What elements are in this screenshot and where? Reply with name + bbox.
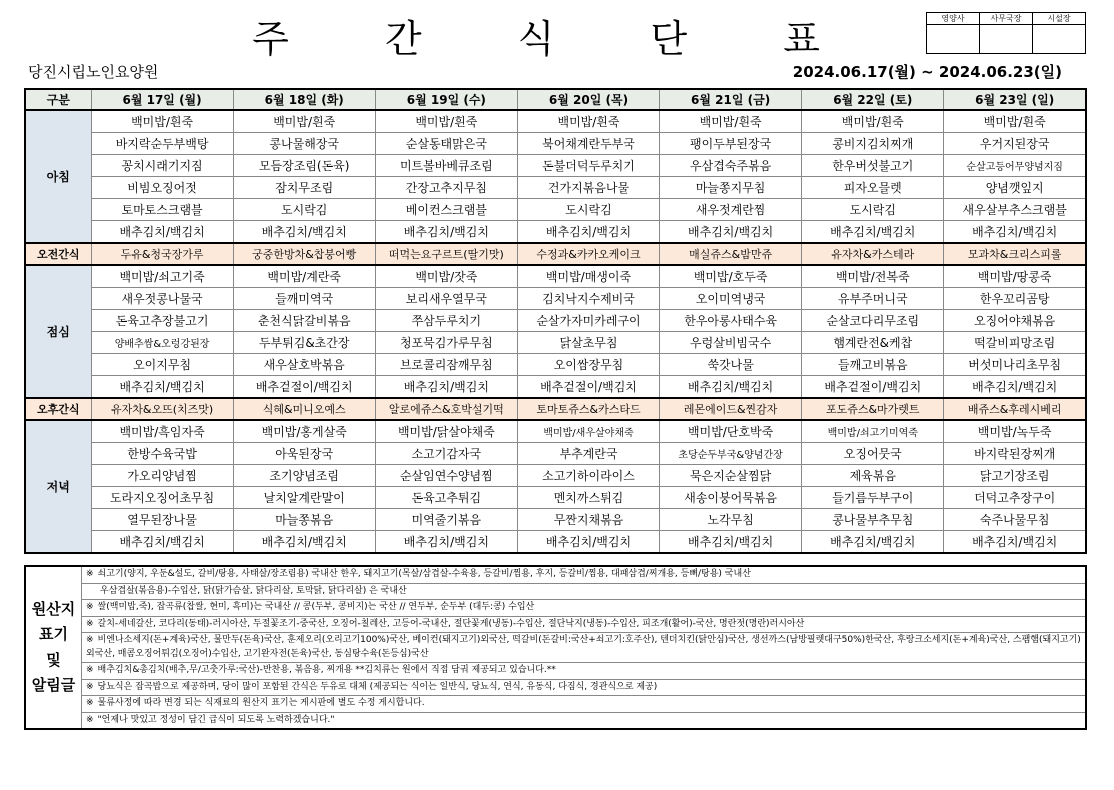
menu-cell: 버섯미나리초무침 xyxy=(944,354,1086,376)
note-mark: ※ xyxy=(86,635,94,645)
note-mark: ※ xyxy=(86,618,94,629)
menu-cell: 배추겉절이/백김치 xyxy=(802,376,944,399)
menu-cell: 건가지볶음나물 xyxy=(517,177,659,199)
note-row xyxy=(25,679,1086,696)
day-header: 6월 18일 (화) xyxy=(233,89,375,110)
snack-cell: 유자차&카스테라 xyxy=(802,243,944,265)
snack-cell: 두유&청국장가루 xyxy=(91,243,233,265)
note-mark: ※ xyxy=(86,665,94,675)
menu-cell: 백미밥/닭살야채죽 xyxy=(375,420,517,443)
menu-cell: 배추겉절이/백김치 xyxy=(517,376,659,399)
menu-cell: 순살고등어무양념지짐 xyxy=(944,155,1086,177)
lunch-label: 점심 xyxy=(25,265,91,398)
note-cell xyxy=(82,600,1087,617)
am_snack-row xyxy=(25,243,1086,265)
menu-cell: 백미밥/잣죽 xyxy=(375,265,517,288)
menu-cell: 모듬장조림(돈육) xyxy=(233,155,375,177)
dinner-row xyxy=(25,465,1086,487)
note-row xyxy=(25,616,1086,633)
menu-cell: 떡갈비피망조림 xyxy=(944,332,1086,354)
approval-head: 시설장 xyxy=(1033,13,1086,25)
menu-cell: 배추김치/백김치 xyxy=(375,376,517,399)
menu-cell: 배추김치/백김치 xyxy=(660,531,802,554)
menu-cell: 배추김치/백김치 xyxy=(517,531,659,554)
note-cell xyxy=(82,679,1087,696)
menu-cell: 백미밥/흰죽 xyxy=(375,110,517,133)
note-row xyxy=(25,696,1086,713)
menu-cell: 배추김치/백김치 xyxy=(91,531,233,554)
snack-cell: 수정과&카카오케이크 xyxy=(517,243,659,265)
menu-cell: 숙주나물무침 xyxy=(944,509,1086,531)
menu-period: 2024.06.17(월) ~ 2024.06.23(일) xyxy=(792,63,1062,81)
menu-cell: 양념깻잎지 xyxy=(944,177,1086,199)
menu-cell: 순살임연수양념찜 xyxy=(375,465,517,487)
day-header: 6월 17일 (월) xyxy=(91,89,233,110)
menu-cell: 백미밥/쇠고기죽 xyxy=(91,265,233,288)
approval-box xyxy=(926,12,1086,54)
note-text: 우삼겹살(볶음용)-수입산, 닭(닭가슴살, 닭다리살, 토막닭, 닭다리살) 은 국내산 xyxy=(100,585,407,596)
pm_snack-row xyxy=(25,398,1086,420)
menu-cell: 백미밥/홍게살죽 xyxy=(233,420,375,443)
menu-cell: 도시락김 xyxy=(802,199,944,221)
snack-cell: 유자차&오뜨(치즈맛) xyxy=(91,398,233,420)
menu-cell: 꽁치시래기지짐 xyxy=(91,155,233,177)
menu-cell: 닭살초무침 xyxy=(517,332,659,354)
menu-cell: 순살코다리무조림 xyxy=(802,310,944,332)
approval-director: 사무국장 xyxy=(980,13,1033,25)
note-text: 물류사정에 따라 변경 되는 식재료의 원산지 표기는 게시판에 별도 수정 게시합니다. xyxy=(97,698,425,708)
day-header: 6월 19일 (수) xyxy=(375,89,517,110)
menu-cell: 배추김치/백김치 xyxy=(375,221,517,244)
note-cell xyxy=(82,583,1087,600)
menu-cell: 청포묵김가루무침 xyxy=(375,332,517,354)
menu-cell: 비빔오징어젓 xyxy=(91,177,233,199)
menu-cell: 들기름두부구이 xyxy=(802,487,944,509)
menu-cell: 백미밥/흑임자죽 xyxy=(91,420,233,443)
lunch-row xyxy=(25,376,1086,399)
menu-cell: 유부주머니국 xyxy=(802,288,944,310)
menu-cell: 백미밥/흰죽 xyxy=(802,110,944,133)
menu-cell: 콩나물부추무침 xyxy=(802,509,944,531)
menu-cell: 우거지된장국 xyxy=(944,133,1086,155)
menu-cell: 조기양념조림 xyxy=(233,465,375,487)
menu-cell: 묵은지순살찜닭 xyxy=(660,465,802,487)
menu-cell: 백미밥/호두죽 xyxy=(660,265,802,288)
menu-cell: 쑥갓나물 xyxy=(660,354,802,376)
menu-cell: 오징어야채볶음 xyxy=(944,310,1086,332)
menu-cell: 들깨고비볶음 xyxy=(802,354,944,376)
menu-cell: 배추김치/백김치 xyxy=(944,376,1086,399)
menu-body xyxy=(25,110,1086,553)
menu-cell: 팽이두부된장국 xyxy=(660,133,802,155)
menu-cell: 우렁살비빔국수 xyxy=(660,332,802,354)
menu-cell: 멘치까스튀김 xyxy=(517,487,659,509)
menu-cell: 한우버섯불고기 xyxy=(802,155,944,177)
menu-cell: 우삼겹숙주볶음 xyxy=(660,155,802,177)
menu-cell: 토마토스크램블 xyxy=(91,199,233,221)
dinner-row xyxy=(25,420,1086,443)
menu-cell: 김치낙지수제비국 xyxy=(517,288,659,310)
menu-cell: 춘천식닭갈비볶음 xyxy=(233,310,375,332)
page-title: 주 간 식 단 표 xyxy=(252,17,862,61)
menu-cell: 순살동태맑은국 xyxy=(375,133,517,155)
note-cell xyxy=(82,616,1087,633)
menu-cell: 도시락김 xyxy=(233,199,375,221)
breakfast-row xyxy=(25,199,1086,221)
note-row xyxy=(25,663,1086,680)
note-text: 당뇨식은 잡곡밥으로 제공하며, 당이 많이 포함된 간식은 두유로 대체 (제공되는 식이는 일반식, 당뇨식, 연식, 유동식, 다짐식, 경관식으로 제공) xyxy=(97,681,658,692)
menu-cell: 백미밥/흰죽 xyxy=(660,110,802,133)
snack-cell: 떠먹는요구르트(딸기맛) xyxy=(375,243,517,265)
note-row xyxy=(25,566,1086,583)
menu-cell: 백미밥/계란죽 xyxy=(233,265,375,288)
approval-sign-box xyxy=(1033,25,1086,54)
notes-table xyxy=(24,565,1087,730)
menu-cell: 바지락순두부백탕 xyxy=(91,133,233,155)
notes-side-label xyxy=(25,566,82,729)
menu-cell: 마늘쫑볶음 xyxy=(233,509,375,531)
dinner-row xyxy=(25,443,1086,465)
menu-cell: 배추김치/백김치 xyxy=(660,221,802,244)
menu-cell: 북어채계란두부국 xyxy=(517,133,659,155)
menu-cell: 잠치무조림 xyxy=(233,177,375,199)
notes-side-label-line: 및 xyxy=(46,650,61,669)
snack-cell: 궁중한방차&찹붕어빵 xyxy=(233,243,375,265)
menu-cell: 백미밥/매생이죽 xyxy=(517,265,659,288)
notes-side-label-line: 원산지 xyxy=(31,599,76,618)
snack-cell: 배쥬스&후레시베리 xyxy=(944,398,1086,420)
note-text: 갈치-세네갈산, 코다리(동태)-러시아산, 두절꽃조기-중국산, 오징어-칠레산, 고등어-국내산, 절단꽃게(냉동)-수입산, 절단낙지(냉동)-수입산, 피조개(활어)-국산, 명란젓(명란)러시아산 xyxy=(97,618,805,629)
note-cell xyxy=(82,663,1087,680)
menu-cell: 백미밥/흰죽 xyxy=(91,110,233,133)
notes-body xyxy=(25,566,1086,729)
day-header: 6월 20일 (목) xyxy=(517,89,659,110)
note-mark: ※ xyxy=(86,714,94,725)
menu-cell: 백미밥/흰죽 xyxy=(517,110,659,133)
note-cell xyxy=(82,712,1087,729)
breakfast-row xyxy=(25,177,1086,199)
menu-cell: 돈육고추장불고기 xyxy=(91,310,233,332)
breakfast-row xyxy=(25,110,1086,133)
breakfast-row xyxy=(25,221,1086,244)
menu-cell: 간장고추지무침 xyxy=(375,177,517,199)
snack-cell: 레몬에이드&찐감자 xyxy=(660,398,802,420)
menu-cell: 햄계란전&케찹 xyxy=(802,332,944,354)
note-mark: ※ xyxy=(86,602,94,612)
lunch-row xyxy=(25,310,1086,332)
menu-cell: 배추김치/백김치 xyxy=(802,221,944,244)
menu-cell: 마늘쫑지무침 xyxy=(660,177,802,199)
menu-cell: 배추겉절이/백김치 xyxy=(233,376,375,399)
note-text: 비엔나소세지(돈+계육)국산, 물만두(돈육)국산, 훈제오리(오리고기100%)국산, 베이컨(돼지고기)외국산, 떡갈비(돈갈비:국산+쇠고기:호주산), 텐더치킨(닭안심)국산, 생선까스(남방필렛대구50%)한국산, 후랑크소세지(돈+계육)국산, 스팸햄(돼지고기)외국산, 매콤오징어튀김(오징어)수입산, 고기완자전(돈육)국산, 동심탕수육(돈등심)국산 xyxy=(86,635,1081,659)
note-row xyxy=(25,633,1086,663)
menu-cell: 제육볶음 xyxy=(802,465,944,487)
menu-cell: 소고기감자국 xyxy=(375,443,517,465)
day-header: 6월 21일 (금) xyxy=(660,89,802,110)
menu-cell: 도시락김 xyxy=(517,199,659,221)
menu-cell: 배추김치/백김치 xyxy=(517,221,659,244)
dinner-row xyxy=(25,531,1086,554)
menu-cell: 피자오믈렛 xyxy=(802,177,944,199)
menu-cell: 오징어뭇국 xyxy=(802,443,944,465)
note-cell xyxy=(82,696,1087,713)
dinner-row xyxy=(25,509,1086,531)
menu-cell: 배추김치/백김치 xyxy=(660,376,802,399)
breakfast-label: 아침 xyxy=(25,110,91,243)
menu-cell: 오이미역냉국 xyxy=(660,288,802,310)
menu-cell: 닭고기장조림 xyxy=(944,465,1086,487)
breakfast-row xyxy=(25,155,1086,177)
menu-cell: 백미밥/쇠고기미역죽 xyxy=(802,420,944,443)
menu-cell: 열무된장나물 xyxy=(91,509,233,531)
menu-cell: 배추김치/백김치 xyxy=(802,531,944,554)
menu-cell: 가오리양념찜 xyxy=(91,465,233,487)
organization-name: 당진시립노인요양원 xyxy=(28,63,159,81)
breakfast-row xyxy=(25,133,1086,155)
menu-cell: 백미밥/녹두죽 xyxy=(944,420,1086,443)
approval-sign-box xyxy=(927,25,980,54)
note-text: 배추김치&총김치(배추,무/고춧가루:국산)-반찬용, 볶음용, 찌개용 **김치류는 원에서 직접 담궈 제공되고 있습니다.** xyxy=(97,665,556,675)
snack-cell: 모과차&크리스피롤 xyxy=(944,243,1086,265)
weekly-menu-table xyxy=(24,88,1087,554)
lunch-row xyxy=(25,332,1086,354)
menu-cell: 돈불더덕두루치기 xyxy=(517,155,659,177)
menu-cell: 콩나물해장국 xyxy=(233,133,375,155)
menu-cell: 들깨미역국 xyxy=(233,288,375,310)
menu-cell: 배추김치/백김치 xyxy=(233,221,375,244)
menu-cell: 새우살부추스크램블 xyxy=(944,199,1086,221)
menu-cell: 날치알계란말이 xyxy=(233,487,375,509)
menu-cell: 오이지무침 xyxy=(91,354,233,376)
menu-cell: 콩비지김치찌개 xyxy=(802,133,944,155)
menu-cell: 부추계란국 xyxy=(517,443,659,465)
dinner-row xyxy=(25,487,1086,509)
menu-cell: 양배추쌈&오렁강된장 xyxy=(91,332,233,354)
menu-cell: 아욱된장국 xyxy=(233,443,375,465)
menu-cell: 한우아롱사태수육 xyxy=(660,310,802,332)
menu-cell: 순살가자미카레구이 xyxy=(517,310,659,332)
menu-cell: 베이컨스크램블 xyxy=(375,199,517,221)
menu-cell: 노각무침 xyxy=(660,509,802,531)
note-row xyxy=(25,600,1086,617)
menu-cell: 바지락된장찌개 xyxy=(944,443,1086,465)
menu-cell: 오이쌈장무침 xyxy=(517,354,659,376)
snack-cell: 매실쥬스&밤만쥬 xyxy=(660,243,802,265)
snack-cell: 토마토쥬스&카스타드 xyxy=(517,398,659,420)
note-mark: ※ xyxy=(86,681,94,692)
menu-cell: 돈육고추튀김 xyxy=(375,487,517,509)
menu-cell: 무짠지채볶음 xyxy=(517,509,659,531)
approval-sign-box xyxy=(980,25,1033,54)
lunch-row xyxy=(25,354,1086,376)
note-text: 쌀(백미밥,죽), 잡곡류(찹쌀, 현미, 흑미)는 국내산 // 콩(두부, 콩비지)는 국산 // 연두부, 순두부 (대두:콩) 수입산 xyxy=(97,602,535,612)
menu-cell: 새우살호박볶음 xyxy=(233,354,375,376)
menu-cell: 백미밥/새우살야채죽 xyxy=(517,420,659,443)
day-header: 6월 22일 (토) xyxy=(802,89,944,110)
menu-cell: 미역줄기볶음 xyxy=(375,509,517,531)
approval-dietitian: 영양사 xyxy=(927,13,980,25)
menu-cell: 더덕고추장구이 xyxy=(944,487,1086,509)
menu-cell: 백미밥/흰죽 xyxy=(233,110,375,133)
note-cell xyxy=(82,633,1087,663)
menu-cell: 새우젓콩나물국 xyxy=(91,288,233,310)
note-cell xyxy=(82,566,1087,583)
menu-cell: 배추김치/백김치 xyxy=(91,376,233,399)
notes-side-label-line: 알림글 xyxy=(31,676,76,694)
menu-cell: 미트볼바베큐조림 xyxy=(375,155,517,177)
menu-cell: 쭈삼두루치기 xyxy=(375,310,517,332)
menu-cell: 백미밥/단호박죽 xyxy=(660,420,802,443)
note-row xyxy=(25,583,1086,600)
menu-cell: 두부튀김&초간장 xyxy=(233,332,375,354)
pm_snack-label: 오후간식 xyxy=(25,398,91,420)
header-row xyxy=(25,89,1086,110)
note-text: 쇠고기(양지, 우둔&설도, 갈비/탕용, 사태살/장조림용) 국내산 한우, 돼지고기(목살/삼겹살-수육용, 등갈비/찜용, 후지, 등갈비/찜용, 대패삼겹/찌개용, 등뼈/탕용) 국내산 xyxy=(97,569,751,579)
day-header: 6월 23일 (일) xyxy=(944,89,1086,110)
menu-cell: 백미밥/땅콩죽 xyxy=(944,265,1086,288)
note-mark: ※ xyxy=(86,698,94,708)
menu-cell: 배추김치/백김치 xyxy=(233,531,375,554)
menu-cell: 백미밥/흰죽 xyxy=(944,110,1086,133)
menu-cell: 배추김치/백김치 xyxy=(91,221,233,244)
menu-cell: 보리새우열무국 xyxy=(375,288,517,310)
note-row xyxy=(25,712,1086,729)
menu-cell: 한방수육국밥 xyxy=(91,443,233,465)
menu-cell: 도라지오징어초무침 xyxy=(91,487,233,509)
menu-cell: 백미밥/전복죽 xyxy=(802,265,944,288)
snack-cell: 알로에쥬스&호박설기떡 xyxy=(375,398,517,420)
menu-cell: 브로콜리잠깨무침 xyxy=(375,354,517,376)
am_snack-label: 오전간식 xyxy=(25,243,91,265)
menu-cell: 소고기하이라이스 xyxy=(517,465,659,487)
snack-cell: 포도쥬스&마가렛트 xyxy=(802,398,944,420)
notes-side-label-line: 표기 xyxy=(39,625,68,643)
snack-cell: 식혜&미니오예스 xyxy=(233,398,375,420)
menu-cell: 배추김치/백김치 xyxy=(944,531,1086,554)
lunch-row xyxy=(25,288,1086,310)
menu-cell: 새우젓계란찜 xyxy=(660,199,802,221)
menu-cell: 한우꼬리곰탕 xyxy=(944,288,1086,310)
lunch-row xyxy=(25,265,1086,288)
note-text: "언제나 맛있고 정성이 담긴 급식이 되도록 노력하겠습니다." xyxy=(97,714,335,725)
menu-cell: 새송이붕어묵볶음 xyxy=(660,487,802,509)
menu-cell: 초당순두부국&양념간장 xyxy=(660,443,802,465)
dinner-label: 저녁 xyxy=(25,420,91,553)
note-mark: ※ xyxy=(86,569,94,579)
menu-cell: 배추김치/백김치 xyxy=(944,221,1086,244)
header-label: 구분 xyxy=(25,89,91,110)
menu-cell: 배추김치/백김치 xyxy=(375,531,517,554)
